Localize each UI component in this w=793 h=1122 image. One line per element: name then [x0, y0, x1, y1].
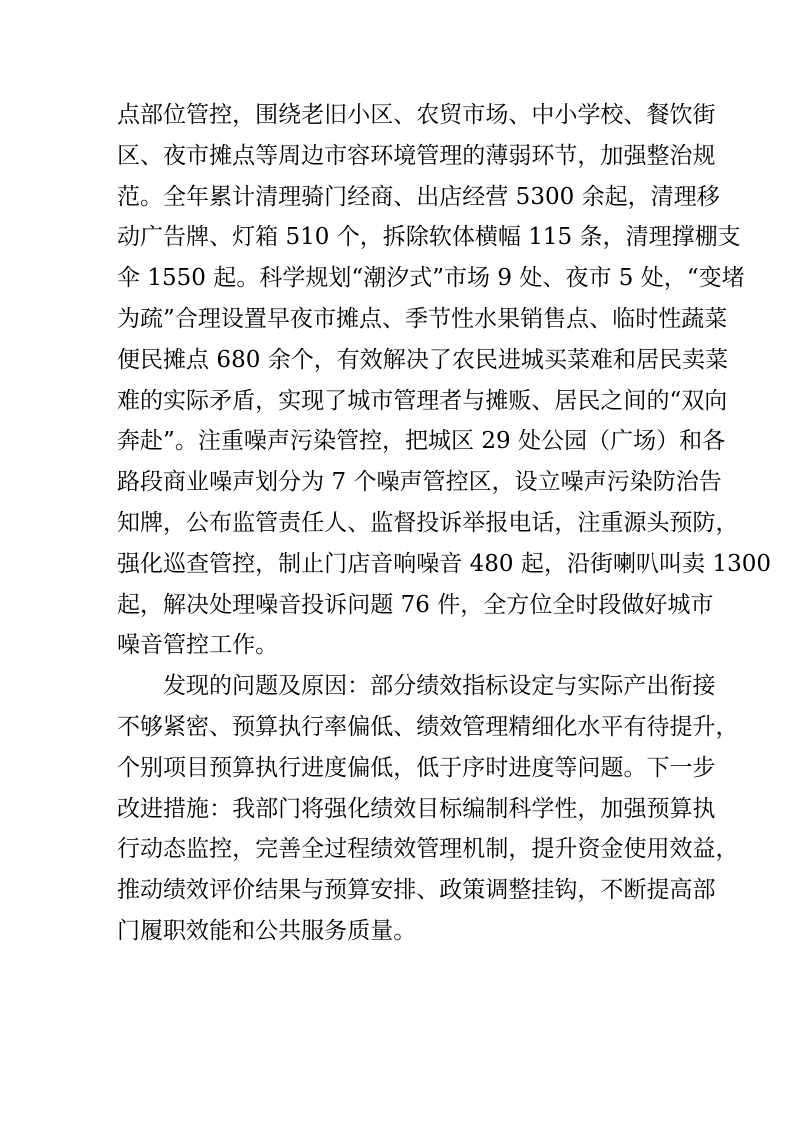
text-line: 奔赴”。注重噪声污染管控，把城区 29 处公园（广场）和各: [117, 428, 726, 455]
text-line: 行动态监控，完善全过程绩效管理机制，提升资金使用效益，: [117, 836, 739, 863]
paragraph-issues-and-measures: [117, 666, 739, 952]
text-line: 发现的问题及原因：部分绩效指标设定与实际产出衔接: [163, 673, 716, 700]
text-line: 个别项目预算执行进度偏低，低于序时进度等问题。下一步: [117, 754, 716, 781]
text-line: 门履职效能和公共服务质量。: [117, 917, 417, 944]
text-line: 动广告牌、灯箱 510 个，拆除软体横幅 115 条，清理撑棚支: [117, 224, 741, 251]
text-line: 路段商业噪声划分为 7 个噪声管控区，设立噪声污染防治告: [117, 469, 722, 496]
text-line: 便民摊点 680 余个，有效解决了农民进城买菜难和居民卖菜: [117, 346, 729, 373]
text-line: 强化巡查管控，制止门店音响噪音 480 起，沿街喇叭叫卖 1300: [117, 550, 772, 577]
text-line: 点部位管控，围绕老旧小区、农贸市场、中小学校、餐饮街: [117, 102, 716, 128]
text-line: 不够紧密、预算执行率偏低、绩效管理精细化水平有待提升，: [117, 713, 739, 740]
paragraph-city-management: [117, 95, 772, 666]
text-line: 范。全年累计清理骑门经商、出店经营 5300 余起，清理移: [117, 183, 720, 210]
document-body: [117, 95, 772, 952]
text-line: 区、夜市摊点等周边市容环境管理的薄弱环节，加强整治规: [117, 142, 716, 169]
text-line: 起，解决处理噪音投诉问题 76 件，全方位全时段做好城市: [117, 591, 714, 618]
text-line: 为疏”合理设置早夜市摊点、季节性水果销售点、临时性蔬菜: [117, 305, 728, 332]
text-line: 噪音管控工作。: [117, 632, 279, 659]
text-line: 难的实际矛盾，实现了城市管理者与摊贩、居民之间的“双向: [117, 387, 728, 414]
text-line: 伞 1550 起。科学规划“潮汐式”市场 9 处、夜市 5 处，“变堵: [117, 265, 745, 292]
text-line: 知牌，公布监管责任人、监督投诉举报电话，注重源头预防，: [117, 509, 739, 536]
text-line: 改进措施：我部门将强化绩效目标编制科学性，加强预算执: [117, 795, 716, 822]
text-line: 推动绩效评价结果与预算安排、政策调整挂钩，不断提高部: [117, 877, 716, 904]
